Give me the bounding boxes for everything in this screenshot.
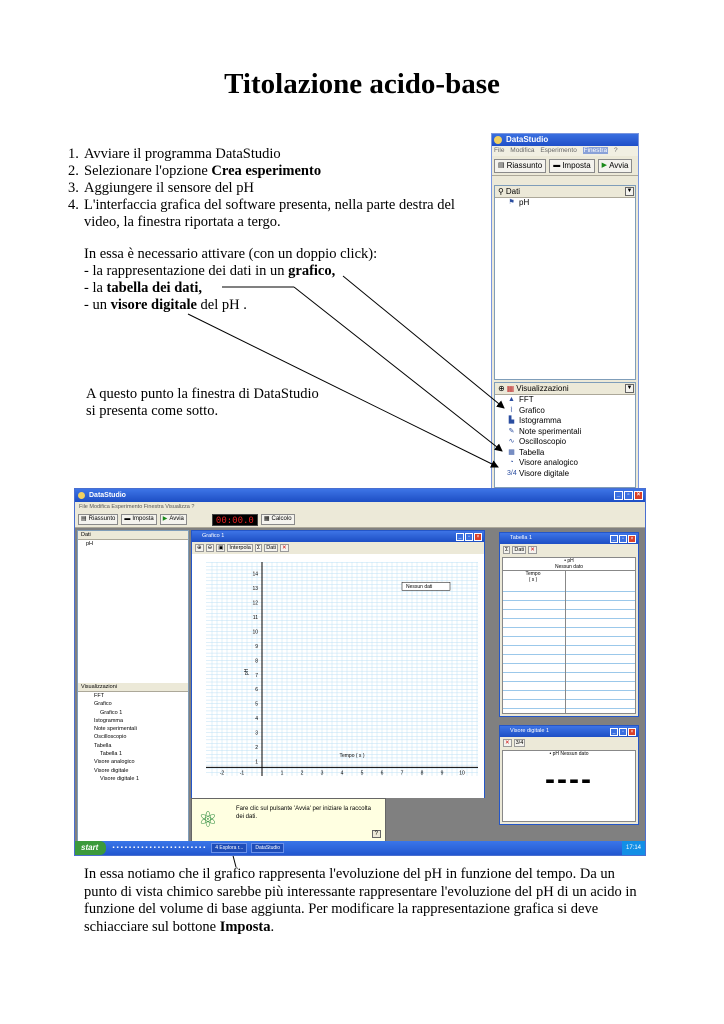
help-box <box>191 798 386 842</box>
tree-item[interactable]: Tabella 1 <box>100 751 123 758</box>
expand-icon: ⊕ <box>498 384 505 393</box>
arrow-visore <box>188 314 498 467</box>
table-row[interactable] <box>503 646 635 655</box>
table-row[interactable] <box>503 592 635 601</box>
y-tick-label: 12 <box>252 600 258 607</box>
vis-item-label: Note sperimentali <box>519 426 582 436</box>
summary-pane <box>77 530 189 842</box>
timer-display: 00:00.0 <box>212 514 258 526</box>
main-titlebar: DataStudio _ ▫ × <box>75 489 645 502</box>
graph-plot[interactable] <box>192 554 484 798</box>
summary-icon: ▤ <box>81 516 87 522</box>
table-row[interactable] <box>503 637 635 646</box>
dati-item-ph[interactable]: pH <box>86 541 94 547</box>
minimize-icon[interactable]: _ <box>614 491 623 500</box>
quicklaunch-icons[interactable]: ▪▪▪▪▪▪▪▪▪▪▪▪▪▪▪▪▪▪▪▪▪▪▪ <box>112 845 208 851</box>
riassunto-button[interactable]: ▤ Riassunto <box>494 159 546 173</box>
avvia-button[interactable]: ▶ Avvia <box>160 514 187 525</box>
graph-titlebar: Grafico 1 _ ▫ × <box>192 531 484 542</box>
x-tick-label: 3 <box>320 770 324 777</box>
fft-icon: ▲ <box>508 396 515 403</box>
graph-toolbar <box>192 542 484 554</box>
setup-icon: ▬ <box>124 516 131 522</box>
riassunto-button[interactable]: ▤ Riassunto <box>78 514 118 525</box>
digital-titlebar: Visore digitale 1 _ ▫ × <box>500 726 638 737</box>
x-tick-label: 10 <box>459 770 465 777</box>
data-table[interactable] <box>502 557 636 714</box>
digital-value: ---- <box>545 763 593 796</box>
window-titlebar: DataStudio <box>492 134 638 146</box>
tree-item[interactable]: Note sperimentali <box>94 726 137 733</box>
vis-item-label: Tabella <box>519 447 545 457</box>
close-icon[interactable]: × <box>474 533 482 541</box>
digits-icon: 3/4 <box>507 469 517 477</box>
dati-header[interactable]: Dati <box>78 531 188 540</box>
vis-item-label: Visore digitale <box>519 468 570 478</box>
table-toolbar <box>500 544 638 556</box>
graph-window <box>191 530 485 798</box>
y-tick-label: 9 <box>255 643 258 650</box>
task-datastudio[interactable]: DataStudio <box>251 843 284 853</box>
tree-item[interactable]: Grafico 1 <box>100 709 123 716</box>
maximize-icon[interactable]: ▫ <box>619 535 627 543</box>
y-tick-label: 7 <box>255 672 258 679</box>
y-tick-label: 10 <box>252 629 258 636</box>
table-row[interactable] <box>503 673 635 682</box>
x-tick-label: 5 <box>360 770 364 777</box>
x-tick-label: -2 <box>219 770 225 777</box>
sigma-icon[interactable]: Σ <box>505 547 509 553</box>
delete-icon[interactable]: ✕ <box>282 545 287 551</box>
digits-icon[interactable]: 3/4 <box>515 740 524 746</box>
y-tick-label: 14 <box>252 571 258 578</box>
digital-toolbar <box>500 737 638 749</box>
grid-icon: ▦ <box>506 384 515 393</box>
close-icon[interactable]: × <box>634 491 643 500</box>
x-axis-label: Tempo ( s ) <box>339 753 365 760</box>
delete-icon[interactable]: ✕ <box>530 547 535 553</box>
instructions-note: In essa è necessario attivare (con un doppio click): - la rappresentazione dei dati in un grafico, - la tabella dei dati, - un visore digitale del pH . <box>84 246 378 313</box>
start-button[interactable]: start <box>75 841 106 855</box>
x-tick-label: 4 <box>340 770 344 777</box>
sigma-icon[interactable]: Σ <box>256 545 261 551</box>
close-icon[interactable]: × <box>628 535 636 543</box>
table-row[interactable] <box>503 682 635 691</box>
menu-file[interactable]: File <box>494 147 505 154</box>
minimize-icon[interactable]: _ <box>456 533 464 541</box>
summary-icon: ▤ <box>498 161 505 169</box>
dati-header[interactable]: ⚲ Dati ▼ <box>495 186 635 198</box>
dati-item-ph[interactable]: ⚑ pH <box>508 198 530 207</box>
table-row[interactable] <box>503 619 635 628</box>
step-3: 3. Aggiungere il sensore del pH <box>68 180 254 196</box>
vis-item-label: Istogramma <box>519 416 562 425</box>
zoom-icon[interactable]: ⊕ <box>197 545 202 551</box>
notes-icon: ✎ <box>508 427 515 435</box>
visualizzazioni-header[interactable]: Visualizzazioni <box>78 683 188 692</box>
setup-icon: ▬ <box>553 161 561 169</box>
imposta-button[interactable]: ▬ Imposta <box>121 514 156 525</box>
calculator-icon: ▦ <box>263 516 270 522</box>
system-tray <box>622 841 645 855</box>
zoom-out-icon[interactable]: ⊖ <box>207 545 213 551</box>
table-col-tempo: Tempo <box>525 571 541 577</box>
tree-item[interactable]: Tabella <box>94 742 112 749</box>
task-explorer[interactable]: 4 Esplora r... <box>211 843 247 853</box>
page-title: Titolazione acido-base <box>224 68 500 100</box>
y-tick-label: 13 <box>252 586 258 593</box>
minimize-icon[interactable]: _ <box>610 728 618 736</box>
x-tick-label: 1 <box>280 770 284 777</box>
x-tick-label: 6 <box>380 770 384 777</box>
x-tick-label: 7 <box>400 770 404 777</box>
table-row[interactable] <box>503 628 635 637</box>
digital-label: • pH Nessun dato <box>549 751 589 757</box>
x-tick-label: 2 <box>300 770 304 777</box>
tree-item[interactable]: Istogramma <box>94 717 124 724</box>
tree-item[interactable]: FFT <box>94 693 105 699</box>
delete-icon[interactable]: ✕ <box>505 740 510 746</box>
digital-display-window <box>499 725 639 825</box>
y-tick-label: 2 <box>255 745 258 752</box>
visualizzazioni-header[interactable]: ⊕ ▦ Visualizzazioni ▼ <box>495 383 635 395</box>
x-tick-label: 9 <box>440 770 444 777</box>
interpola-button[interactable]: Interpola <box>229 545 251 551</box>
step-4: 4. L'interfaccia grafica del software presenta, nella parte destra del video, la finestra riportata a tergo. <box>68 197 455 230</box>
maximize-icon[interactable]: ▫ <box>465 533 473 541</box>
table-col-unit: ( s ) <box>528 577 538 583</box>
calcolo-button[interactable]: ▦ Calcolo <box>261 514 295 525</box>
arrow-tabella-2 <box>294 287 502 451</box>
table-row[interactable] <box>503 610 635 619</box>
dati-button[interactable]: Dati <box>266 545 277 551</box>
table-row[interactable] <box>503 601 635 610</box>
table-header-status: Nessun dato <box>503 564 635 571</box>
vis-item-label: FFT <box>519 395 534 404</box>
table-row[interactable] <box>503 664 635 673</box>
table-icon: ▦ <box>508 448 515 456</box>
menu-help[interactable]: ? <box>613 147 618 154</box>
vis-item-label: Visore analogico <box>519 458 579 467</box>
maximize-icon[interactable]: ▫ <box>624 491 633 500</box>
tree-item[interactable]: Visore digitale 1 <box>100 775 140 782</box>
main-toolbar <box>75 512 645 528</box>
tree-item[interactable]: Visore analogico <box>94 759 135 766</box>
step-2: 2. Selezionare l'opzione Crea esperimento <box>68 163 322 179</box>
play-icon: ▶ <box>601 161 608 169</box>
fit-icon[interactable]: ▣ <box>218 545 224 551</box>
table-header-ph: • pH <box>564 558 574 564</box>
data-icon: ⚲ <box>498 187 504 196</box>
y-tick-label: 3 <box>255 730 258 737</box>
close-icon[interactable]: × <box>628 728 636 736</box>
dati-button[interactable]: Dati <box>514 547 525 553</box>
table-row[interactable] <box>503 691 635 700</box>
oscilloscope-icon: ∿ <box>508 438 515 445</box>
table-row[interactable] <box>503 583 635 592</box>
vis-item-label: Grafico <box>519 405 545 415</box>
help-icon[interactable]: ? <box>372 830 381 838</box>
chevron-down-icon[interactable]: ▼ <box>626 385 633 391</box>
vis-item-label: Oscilloscopio <box>519 437 567 446</box>
histogram-icon: ▙ <box>508 417 515 424</box>
y-tick-label: 8 <box>255 658 258 665</box>
caption-text: A questo punto la finestra di DataStudio si presenta come sotto. <box>86 386 319 419</box>
y-tick-label: 1 <box>255 759 258 766</box>
windows-taskbar <box>75 841 645 855</box>
table-titlebar: Tabella 1 _ ▫ × <box>500 533 638 544</box>
help-text: Fare clic sul pulsante 'Avvia' per iniziare la raccolta dei dati. <box>236 806 371 820</box>
y-axis-label: pH <box>244 668 250 676</box>
y-tick-label: 5 <box>255 701 258 708</box>
minimize-icon[interactable]: _ <box>610 535 618 543</box>
graph-icon: ⌇ <box>509 406 514 414</box>
datastudio-main-window <box>74 488 646 856</box>
legend-text: Nessun dati <box>406 584 433 591</box>
step-1: 1. Avviare il programma DataStudio <box>68 146 281 162</box>
clock: 17:14 <box>625 845 641 851</box>
y-tick-label: 6 <box>255 687 258 694</box>
x-tick-label: 8 <box>420 770 424 777</box>
y-tick-label: 4 <box>255 716 258 723</box>
main-menu-bar[interactable]: File Modifica Esperimento Finestra Visualizza ? <box>75 502 645 512</box>
arrow-grafico <box>343 276 504 408</box>
datastudio-logo-icon <box>78 492 85 499</box>
avvia-button[interactable]: ▶ Avvia <box>598 159 633 173</box>
sensor-icon: ⚑ <box>508 199 515 206</box>
digital-display <box>502 750 636 822</box>
menu-esperimento[interactable]: Esperimento <box>540 147 577 154</box>
x-tick-label: -1 <box>239 770 245 777</box>
menu-modifica[interactable]: Modifica <box>510 147 535 154</box>
table-row[interactable] <box>503 655 635 664</box>
maximize-icon[interactable]: ▫ <box>619 728 627 736</box>
tree-item[interactable]: Grafico <box>94 701 112 708</box>
play-icon: ▶ <box>162 516 168 522</box>
chevron-down-icon[interactable]: ▼ <box>626 188 633 194</box>
explanation-paragraph: In essa notiamo che il grafico rappresenta l'evoluzione del pH in funzione del tempo. Da un punto di vista chimico sarebbe più interessante rappresentare l'evoluzione del pH di un acido in funzione del volume di base aggiunta. Per modificare la rappresentazione grafica si deve schiacciare sul bottone Imposta. <box>84 866 637 935</box>
y-tick-label: 11 <box>252 614 258 621</box>
menu-finestra[interactable]: Finestra <box>583 147 608 154</box>
gauge-icon: ◔ <box>509 459 514 466</box>
atom-icon: ⚛ <box>198 807 218 832</box>
table-row[interactable] <box>503 700 635 709</box>
tree-item[interactable]: Oscilloscopio <box>94 734 127 741</box>
imposta-button[interactable]: ▬ Imposta <box>549 159 594 173</box>
table-window <box>499 532 639 717</box>
tree-item[interactable]: Visore digitale <box>94 767 129 774</box>
